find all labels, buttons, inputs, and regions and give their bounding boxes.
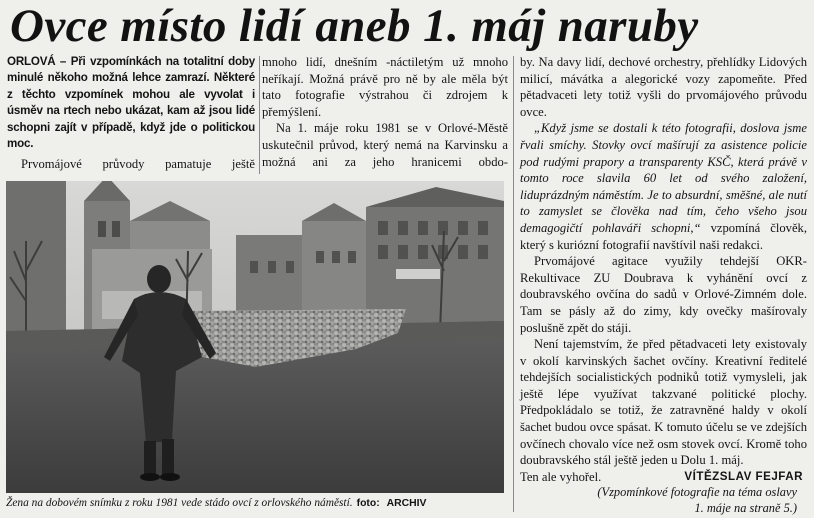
xref-line-2: 1. máje na straně 5.) <box>694 501 797 516</box>
witness-quote: „Když jsme se dostali k této fotografii, doslova jsme řvali smíchy. Stovky ovcí mašírují za asistence policie pod rudými prapory a transparenty KSČ, která právě v tomto roce slavila 60 let od svého založení, liduprázdným náměstím. Je to absurdní, směšné, ale nutí to zamyslet se člověka nad tím, čeho všeho jsou demagogičtí pohlaváři schopni,“ <box>520 121 807 235</box>
article-headline: Ovce místo lidí aneb 1. máj naruby <box>10 0 699 52</box>
column-3-paragraph: by. Na davy lidí, dechové orchestry, přehlídky Lidových milicí, mávátka a alegorické vozy zapomeňte. Před pětadvaceti lety totiž vyšli do prvomájového průvodu ovce. <box>520 55 807 119</box>
photo-credit-name: ARCHIV <box>386 498 427 509</box>
column-divider <box>513 56 514 512</box>
lead-dateline: ORLOVÁ <box>7 55 56 68</box>
column-divider <box>259 56 260 174</box>
photo-credit-label: foto: <box>356 498 380 509</box>
author-byline: VÍTĚZSLAV FEJFAR <box>684 469 803 483</box>
lead-text: – Při vzpomínkách na totalitní doby minulé někoho možná lehce zamrazí. Některé z těchto vzpomínek mohou ale vyvolat i úsměv na rtech nebo ukázat, kam až jsou lidé schopni zajít v případě, když jde o politickou moc. <box>7 55 255 151</box>
column-2-paragraph: Na 1. máje roku 1981 se v Orlové-Městě uskutečnil průvod, který nemá na Karvinsku a možná ani za jeho hranicemi obdo- <box>262 121 508 169</box>
signature-row <box>520 469 807 486</box>
article-column-3 <box>520 54 807 517</box>
column-3-quote-paragraph <box>520 120 807 253</box>
article-column-2 <box>262 54 508 170</box>
article-column-1 <box>7 54 255 173</box>
column-3-paragraph: Není tajemstvím, že před pětadvaceti lety existovaly v okolí karvinských šachet ovčíny. Kreativní ředitelé tehdejších socialistických podniků totiž vymysleli, jak ještě lépe využívat takzvané politické plochy. Předpokládalo se totiž, že zatravněné haldy v okolí šachet budou ovce spásat. K tomuto účelu se ve zdejších ovčínech chovalo více než osm stovek ovcí. Kromě toho doubravského stál ještě jeden u Dolu 1. máj. <box>520 337 807 468</box>
caption-text: Žena na dobovém snímku z roku 1981 vede stádo ovcí z orlovského náměstí. <box>6 497 353 509</box>
column-3-paragraph: Prvomájové agitace využily tehdejší OKR-Rekultivace ZU Doubrava k vyhánění ovcí z doubravského ovčína do sadů v Orlové-Zimném dole. Tam se pásly až do zimy, kdy ovečky mašírovaly poslušně zpět do stáji. <box>520 254 807 335</box>
column-2-paragraph: mnoho lidí, dnešním -náctiletým už mnoho neříkají. Možná právě pro ně by ale měla být tato fotografie výstrahou či zdrojem k přemýšlení. <box>262 55 508 119</box>
quote-attribution: vzpomíná člověk, který s kuriózní fotografií navštívil naši redakci. <box>520 220 807 252</box>
photo-caption <box>6 496 506 511</box>
xref-line-1: (Vzpomínkové fotografie na téma oslavy <box>597 485 797 500</box>
column-1-body: Prvomájové průvody pamatuje ještě <box>21 157 255 172</box>
closing-sentence: Ten ale vyhořel. <box>520 469 602 484</box>
photo-illustration <box>6 181 504 493</box>
article-lead <box>7 54 255 152</box>
archive-photo <box>6 181 504 493</box>
cross-reference <box>520 485 807 517</box>
